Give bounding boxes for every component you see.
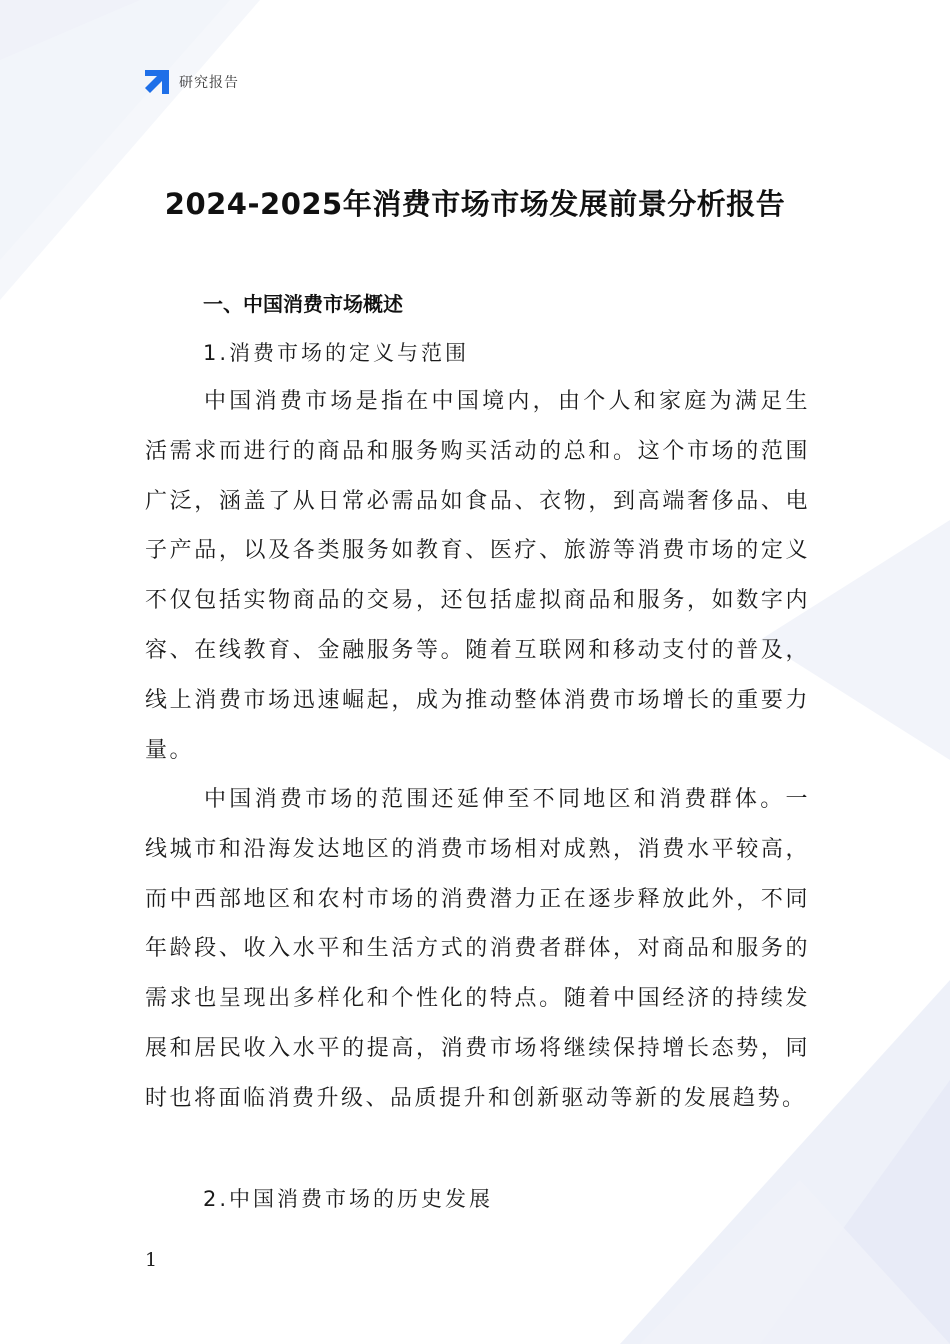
section-heading: 一、中国消费市场概述: [203, 292, 403, 316]
page-number: 1: [145, 1249, 158, 1271]
subheading-definition: 1.消费市场的定义与范围: [203, 341, 470, 365]
subheading-history: 2.中国消费市场的历史发展: [203, 1187, 494, 1211]
document-title: 2024-2025年消费市场市场发展前景分析报告: [164, 187, 786, 221]
report-header: [143, 68, 239, 96]
paragraph-definition: 中国消费市场是指在中国境内，由个人和家庭为满足生活需求而进行的商品和服务购买活动的总和。这个市场的范围广泛，涵盖了从日常必需品如食品、衣物，到高端奢侈品、电子产品，以及各类服务如教育、医疗、旅游等消费市场的定义不仅包括实物商品的交易，还包括虚拟商品和服务，如数字内容、在线教育、金融服务等。随着互联网和移动支付的普及，线上消费市场迅速崛起，成为推动整体消费市场增长的重要力量。: [145, 389, 810, 763]
arrow-up-right-icon: [143, 68, 171, 96]
paragraph-scope: 中国消费市场的范围还延伸至不同地区和消费群体。一线城市和沿海发达地区的消费市场相对成熟，消费水平较高，而中西部地区和农村市场的消费潜力正在逐步释放此外，不同年龄段、收入水平和生活方式的消费者群体，对商品和服务的需求也呈现出多样化和个性化的特点。随着中国经济的持续发展和居民收入水平的提高，消费市场将继续保持增长态势，同时也将面临消费升级、品质提升和创新驱动等新的发展趋势。: [145, 787, 810, 1111]
header-label: 研究报告: [179, 75, 239, 91]
